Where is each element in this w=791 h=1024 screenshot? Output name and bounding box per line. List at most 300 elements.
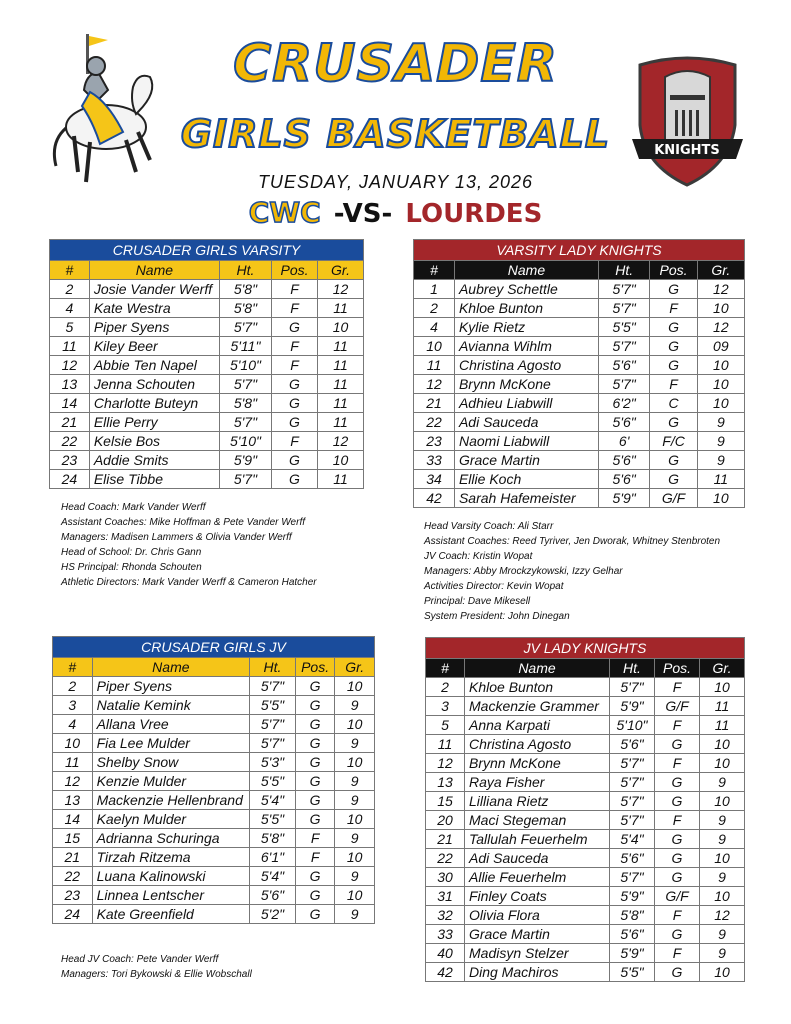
col-name: Name	[89, 261, 219, 280]
player-position: F	[655, 906, 700, 925]
player-number: 21	[53, 848, 93, 867]
player-position: G	[655, 773, 700, 792]
player-position: G	[295, 791, 335, 810]
player-number: 33	[426, 925, 465, 944]
player-height: 5'7"	[250, 715, 296, 734]
col-name: Name	[465, 659, 610, 678]
col-position: Pos.	[272, 261, 318, 280]
player-name: Abbie Ten Napel	[89, 356, 219, 375]
player-position: G	[650, 356, 697, 375]
player-grade: 11	[317, 299, 363, 318]
player-height: 5'7"	[610, 754, 655, 773]
staff-line: Head Coach: Mark Vander Werff	[61, 502, 206, 513]
player-grade: 09	[697, 337, 744, 356]
player-grade: 10	[697, 375, 744, 394]
player-number: 11	[414, 356, 455, 375]
table-row	[426, 906, 745, 925]
player-number: 13	[53, 791, 93, 810]
col-position: Pos.	[295, 658, 335, 677]
player-position: F	[655, 716, 700, 735]
player-height: 5'7"	[219, 413, 271, 432]
player-number: 3	[53, 696, 93, 715]
player-number: 31	[426, 887, 465, 906]
player-grade: 9	[335, 734, 375, 753]
table-row	[53, 734, 375, 753]
player-grade: 10	[317, 451, 363, 470]
player-grade: 9	[700, 811, 745, 830]
player-number: 15	[426, 792, 465, 811]
player-position: G	[655, 925, 700, 944]
table-row	[426, 716, 745, 735]
staff-line: Assistant Coaches: Mike Hoffman & Pete Vander Werff	[61, 517, 305, 528]
col-position: Pos.	[655, 659, 700, 678]
table-row	[53, 772, 375, 791]
table-row	[53, 867, 375, 886]
player-number: 12	[414, 375, 455, 394]
player-grade: 9	[335, 867, 375, 886]
player-position: G/F	[655, 887, 700, 906]
player-height: 6'	[598, 432, 649, 451]
player-number: 21	[414, 394, 455, 413]
player-position: G	[650, 280, 697, 299]
table-row	[53, 753, 375, 772]
player-height: 5'6"	[250, 886, 296, 905]
crusader-varsity-roster	[49, 239, 364, 489]
player-height: 5'10"	[610, 716, 655, 735]
player-number: 11	[53, 753, 93, 772]
player-name: Elise Tibbe	[89, 470, 219, 489]
player-position: G	[295, 810, 335, 829]
player-number: 5	[426, 716, 465, 735]
player-grade: 11	[697, 470, 744, 489]
player-position: G	[655, 868, 700, 887]
player-number: 15	[53, 829, 93, 848]
player-height: 5'7"	[250, 734, 296, 753]
player-grade: 10	[700, 754, 745, 773]
player-position: G	[650, 413, 697, 432]
player-height: 5'7"	[250, 677, 296, 696]
table-row	[426, 811, 745, 830]
player-name: Mackenzie Hellenbrand	[92, 791, 250, 810]
table-row	[53, 886, 375, 905]
player-height: 5'11"	[219, 337, 271, 356]
player-number: 23	[50, 451, 90, 470]
player-name: Ellie Koch	[454, 470, 598, 489]
player-position: G	[650, 318, 697, 337]
crusader-varsity-staff	[61, 500, 317, 590]
player-position: F	[650, 299, 697, 318]
player-name: Adhieu Liabwill	[454, 394, 598, 413]
roster-header-row	[414, 261, 745, 280]
player-grade: 9	[697, 451, 744, 470]
crusader-jv-roster	[52, 636, 375, 924]
player-grade: 10	[700, 963, 745, 982]
player-number: 42	[414, 489, 455, 508]
player-position: G	[295, 886, 335, 905]
player-number: 24	[50, 470, 90, 489]
player-position: F	[655, 811, 700, 830]
table-row	[426, 849, 745, 868]
roster-title: CRUSADER GIRLS VARSITY	[49, 239, 364, 260]
table-row	[50, 470, 364, 489]
col-number: #	[426, 659, 465, 678]
roster-header-row	[426, 659, 745, 678]
player-number: 2	[50, 280, 90, 299]
player-name: Aubrey Schettle	[454, 280, 598, 299]
player-name: Kiley Beer	[89, 337, 219, 356]
player-height: 5'4"	[250, 791, 296, 810]
table-row	[426, 792, 745, 811]
table-row	[426, 887, 745, 906]
col-grade: Gr.	[700, 659, 745, 678]
player-position: G	[295, 867, 335, 886]
player-height: 5'6"	[598, 413, 649, 432]
player-name: Kaelyn Mulder	[92, 810, 250, 829]
col-grade: Gr.	[317, 261, 363, 280]
player-name: Tallulah Feuerhelm	[465, 830, 610, 849]
lourdes-varsity-roster	[413, 239, 745, 508]
table-row	[426, 773, 745, 792]
table-row	[426, 963, 745, 982]
player-number: 2	[414, 299, 455, 318]
player-height: 5'7"	[610, 792, 655, 811]
col-number: #	[414, 261, 455, 280]
player-grade: 10	[700, 887, 745, 906]
lourdes-varsity-staff	[424, 519, 720, 624]
col-height: Ht.	[250, 658, 296, 677]
player-position: G	[650, 470, 697, 489]
player-name: Fia Lee Mulder	[92, 734, 250, 753]
table-row	[414, 432, 745, 451]
player-name: Linnea Lentscher	[92, 886, 250, 905]
player-position: F	[272, 337, 318, 356]
player-number: 14	[53, 810, 93, 829]
player-height: 5'6"	[610, 925, 655, 944]
away-team: LOURDES	[405, 199, 543, 229]
player-position: G	[272, 413, 318, 432]
player-number: 22	[426, 849, 465, 868]
player-name: Grace Martin	[454, 451, 598, 470]
staff-line: Head Varsity Coach: Ali Starr	[424, 521, 554, 532]
player-grade: 10	[700, 678, 745, 697]
player-grade: 11	[700, 716, 745, 735]
player-number: 4	[53, 715, 93, 734]
player-grade: 12	[697, 318, 744, 337]
player-position: G	[272, 451, 318, 470]
staff-line: System President: John Dinegan	[424, 611, 570, 622]
matchup	[0, 196, 791, 229]
player-grade: 10	[335, 886, 375, 905]
table-row	[426, 678, 745, 697]
player-height: 5'5"	[250, 810, 296, 829]
col-grade: Gr.	[697, 261, 744, 280]
table-row	[50, 394, 364, 413]
player-grade: 10	[697, 489, 744, 508]
table-row	[414, 280, 745, 299]
player-number: 10	[414, 337, 455, 356]
player-number: 13	[50, 375, 90, 394]
player-height: 5'4"	[250, 867, 296, 886]
table-row	[426, 754, 745, 773]
player-name: Adi Sauceda	[454, 413, 598, 432]
player-name: Grace Martin	[465, 925, 610, 944]
player-name: Ding Machiros	[465, 963, 610, 982]
player-grade: 10	[335, 677, 375, 696]
table-row	[414, 375, 745, 394]
player-grade: 10	[317, 318, 363, 337]
player-height: 5'7"	[610, 868, 655, 887]
player-number: 13	[426, 773, 465, 792]
player-grade: 9	[335, 829, 375, 848]
player-grade: 9	[700, 773, 745, 792]
player-grade: 10	[700, 792, 745, 811]
player-number: 23	[414, 432, 455, 451]
player-name: Allana Vree	[92, 715, 250, 734]
table-row	[414, 470, 745, 489]
player-name: Piper Syens	[92, 677, 250, 696]
table-row	[414, 299, 745, 318]
staff-line: Managers: Abby Mrockzykowski, Izzy Gelhar	[424, 566, 623, 577]
player-grade: 10	[700, 735, 745, 754]
player-name: Khloe Bunton	[465, 678, 610, 697]
player-grade: 9	[697, 432, 744, 451]
table-row	[50, 299, 364, 318]
player-position: C	[650, 394, 697, 413]
player-height: 5'5"	[610, 963, 655, 982]
player-height: 5'7"	[598, 337, 649, 356]
player-number: 23	[53, 886, 93, 905]
player-position: F/C	[650, 432, 697, 451]
staff-line: Principal: Dave Mikesell	[424, 596, 531, 607]
table-row	[414, 451, 745, 470]
col-grade: Gr.	[335, 658, 375, 677]
player-height: 5'7"	[598, 280, 649, 299]
player-position: G/F	[650, 489, 697, 508]
table-row	[426, 944, 745, 963]
player-number: 22	[414, 413, 455, 432]
player-grade: 11	[317, 356, 363, 375]
player-name: Kate Greenfield	[92, 905, 250, 924]
player-grade: 9	[700, 868, 745, 887]
player-name: Luana Kalinowski	[92, 867, 250, 886]
staff-line: HS Principal: Rhonda Schouten	[61, 562, 202, 573]
player-position: F	[272, 432, 318, 451]
home-team: CWC	[248, 196, 321, 229]
player-position: F	[272, 280, 318, 299]
table-row	[50, 280, 364, 299]
player-name: Brynn McKone	[465, 754, 610, 773]
col-height: Ht.	[598, 261, 649, 280]
player-grade: 9	[700, 830, 745, 849]
player-grade: 11	[317, 470, 363, 489]
player-grade: 9	[697, 413, 744, 432]
player-number: 42	[426, 963, 465, 982]
lourdes-jv-roster	[425, 637, 745, 982]
staff-line: Head of School: Dr. Chris Gann	[61, 547, 202, 558]
player-grade: 12	[697, 280, 744, 299]
table-row	[50, 356, 364, 375]
player-grade: 11	[700, 697, 745, 716]
player-height: 5'10"	[219, 432, 271, 451]
player-number: 5	[50, 318, 90, 337]
player-position: G	[650, 451, 697, 470]
player-name: Adi Sauceda	[465, 849, 610, 868]
knights-logo-text: KNIGHTS	[654, 143, 720, 158]
player-name: Raya Fisher	[465, 773, 610, 792]
player-position: F	[650, 375, 697, 394]
player-number: 33	[414, 451, 455, 470]
game-date: TUESDAY, JANUARY 13, 2026	[257, 172, 534, 192]
player-name: Natalie Kemink	[92, 696, 250, 715]
player-height: 5'9"	[219, 451, 271, 470]
player-number: 11	[426, 735, 465, 754]
player-name: Christina Agosto	[465, 735, 610, 754]
player-number: 40	[426, 944, 465, 963]
col-position: Pos.	[650, 261, 697, 280]
staff-line: Managers: Tori Bykowski & Ellie Wobschall	[61, 969, 252, 980]
player-height: 5'5"	[250, 772, 296, 791]
player-position: G	[295, 677, 335, 696]
player-height: 5'8"	[219, 299, 271, 318]
player-number: 14	[50, 394, 90, 413]
player-number: 1	[414, 280, 455, 299]
player-height: 5'6"	[598, 356, 649, 375]
player-position: G	[295, 772, 335, 791]
player-position: G	[295, 753, 335, 772]
player-number: 2	[426, 678, 465, 697]
player-grade: 10	[697, 356, 744, 375]
table-row	[50, 318, 364, 337]
roster-header-row	[50, 261, 364, 280]
player-number: 20	[426, 811, 465, 830]
table-row	[53, 677, 375, 696]
player-grade: 12	[317, 280, 363, 299]
table-row	[53, 791, 375, 810]
player-number: 21	[50, 413, 90, 432]
player-height: 5'7"	[598, 375, 649, 394]
player-name: Anna Karpati	[465, 716, 610, 735]
player-number: 10	[53, 734, 93, 753]
player-position: F	[295, 829, 335, 848]
player-height: 5'8"	[610, 906, 655, 925]
player-height: 5'2"	[250, 905, 296, 924]
staff-line: Head JV Coach: Pete Vander Werff	[61, 954, 219, 965]
player-height: 5'5"	[250, 696, 296, 715]
player-height: 5'8"	[219, 280, 271, 299]
staff-line: Athletic Directors: Mark Vander Werff & Cameron Hatcher	[61, 577, 317, 588]
player-name: Kelsie Bos	[89, 432, 219, 451]
player-position: F	[655, 678, 700, 697]
col-height: Ht.	[610, 659, 655, 678]
roster-header-row	[53, 658, 375, 677]
player-position: G	[655, 735, 700, 754]
player-position: G	[655, 849, 700, 868]
player-number: 22	[50, 432, 90, 451]
player-position: F	[272, 356, 318, 375]
player-name: Avianna Wihlm	[454, 337, 598, 356]
player-number: 32	[426, 906, 465, 925]
player-grade: 9	[335, 791, 375, 810]
player-position: G/F	[655, 697, 700, 716]
table-row	[50, 432, 364, 451]
player-height: 5'5"	[598, 318, 649, 337]
player-position: G	[650, 337, 697, 356]
player-grade: 11	[317, 413, 363, 432]
player-name: Charlotte Buteyn	[89, 394, 219, 413]
player-name: Khloe Bunton	[454, 299, 598, 318]
staff-line: Managers: Madisen Lammers & Olivia Vander Werff	[61, 532, 292, 543]
player-height: 6'1"	[250, 848, 296, 867]
player-name: Addie Smits	[89, 451, 219, 470]
player-position: G	[272, 375, 318, 394]
player-number: 12	[426, 754, 465, 773]
player-name: Jenna Schouten	[89, 375, 219, 394]
player-grade: 10	[697, 299, 744, 318]
player-height: 5'7"	[219, 470, 271, 489]
player-name: Sarah Hafemeister	[454, 489, 598, 508]
player-name: Kylie Rietz	[454, 318, 598, 337]
player-position: G	[295, 734, 335, 753]
player-height: 5'6"	[598, 451, 649, 470]
player-name: Christina Agosto	[454, 356, 598, 375]
crusader-jv-staff	[61, 952, 252, 982]
player-height: 5'3"	[250, 753, 296, 772]
player-name: Ellie Perry	[89, 413, 219, 432]
player-height: 5'7"	[610, 811, 655, 830]
table-row	[414, 337, 745, 356]
player-height: 5'6"	[610, 735, 655, 754]
player-number: 12	[50, 356, 90, 375]
table-row	[53, 848, 375, 867]
player-grade: 9	[335, 905, 375, 924]
player-height: 5'4"	[610, 830, 655, 849]
player-grade: 12	[700, 906, 745, 925]
table-row	[426, 925, 745, 944]
player-name: Kenzie Mulder	[92, 772, 250, 791]
player-height: 5'10"	[219, 356, 271, 375]
table-row	[53, 715, 375, 734]
player-name: Maci Stegeman	[465, 811, 610, 830]
page-subtitle: GIRLS BASKETBALL	[180, 112, 611, 156]
roster-title: CRUSADER GIRLS JV	[52, 636, 375, 657]
table-row	[53, 905, 375, 924]
player-height: 5'9"	[610, 944, 655, 963]
player-height: 5'6"	[610, 849, 655, 868]
table-row	[426, 830, 745, 849]
player-grade: 10	[335, 848, 375, 867]
player-grade: 10	[697, 394, 744, 413]
player-grade: 9	[335, 696, 375, 715]
table-row	[426, 868, 745, 887]
player-height: 5'9"	[610, 887, 655, 906]
table-row	[414, 413, 745, 432]
player-number: 34	[414, 470, 455, 489]
player-position: F	[655, 754, 700, 773]
player-grade: 11	[317, 375, 363, 394]
player-name: Finley Coats	[465, 887, 610, 906]
table-row	[414, 489, 745, 508]
player-name: Allie Feuerhelm	[465, 868, 610, 887]
player-name: Brynn McKone	[454, 375, 598, 394]
staff-line: Assistant Coaches: Reed Tyriver, Jen Dworak, Whitney Stenbroten	[424, 536, 721, 547]
versus-label: -VS-	[333, 199, 393, 229]
staff-line: JV Coach: Kristin Wopat	[424, 551, 533, 562]
player-grade: 10	[335, 753, 375, 772]
player-number: 2	[53, 677, 93, 696]
player-position: G	[655, 830, 700, 849]
player-position: F	[272, 299, 318, 318]
player-position: G	[272, 318, 318, 337]
